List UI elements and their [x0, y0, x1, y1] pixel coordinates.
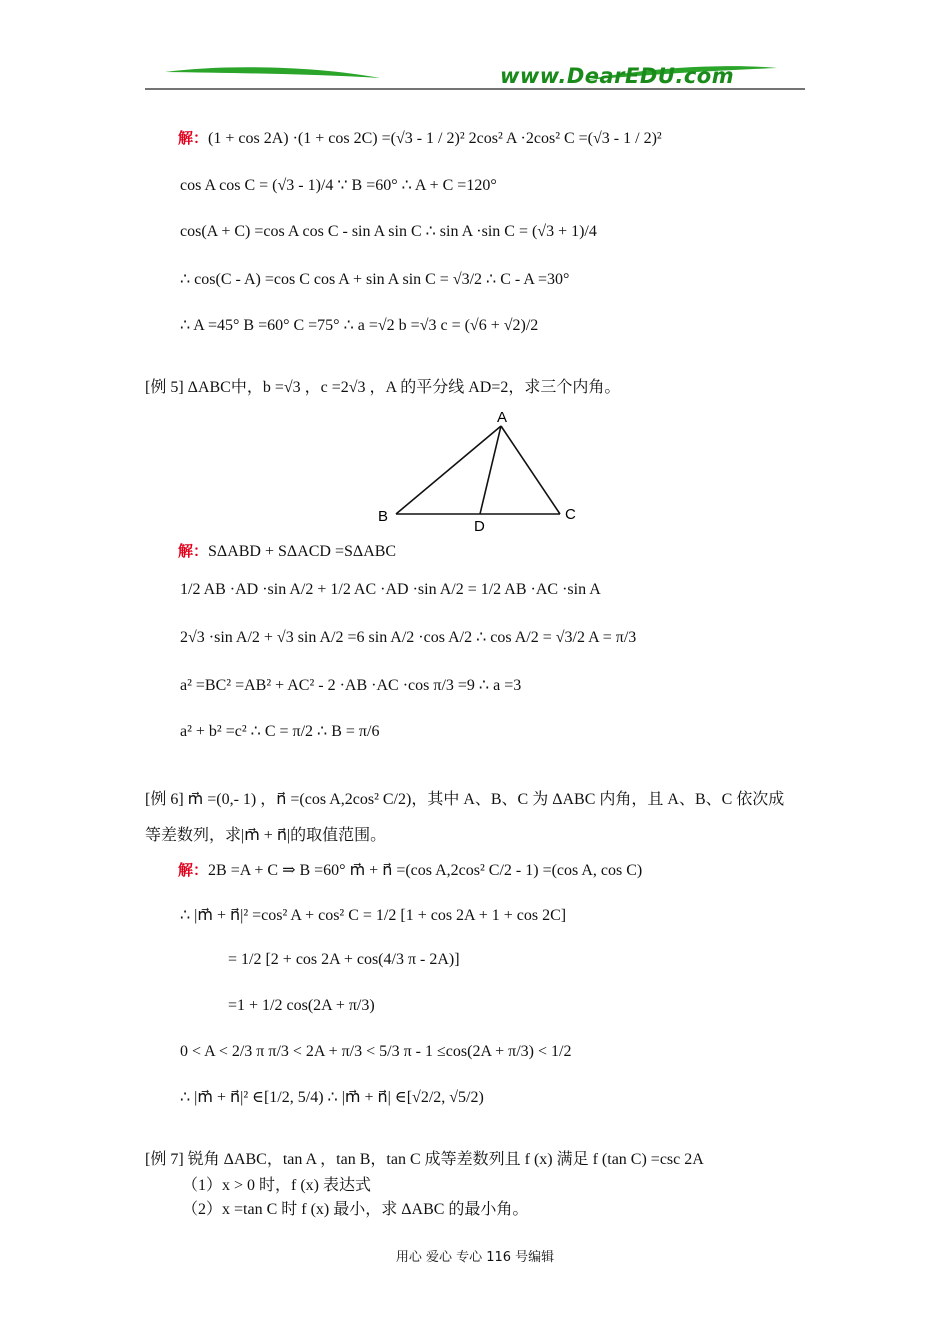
page-footer: 用心 爱心 专心 116 号编辑 [395, 1250, 555, 1265]
sol4-line2: cos A cos C = (√3 - 1)/4 ∵ B =60° ∴ A + C =120° [180, 177, 497, 194]
solution-label: 解： [178, 861, 209, 879]
solution-label: 解： [178, 542, 209, 560]
sol6-line3: = 1/2 [2 + cos 2A + cos(4/3 π - 2A)] [228, 951, 460, 968]
sol6-line6: ∴ |m⃗ + n⃗|² ∈[1/2, 5/4) ∴ |m⃗ + n⃗| ∈[√2/2, √5/2) [180, 1089, 484, 1106]
sol4-line1: 解：(1 + cos 2A) ·(1 + cos 2C) =(√3 - 1 / 2)² 2cos² A ·2cos² C =(√3 - 1 / 2)² [178, 129, 662, 147]
site-logo-text: www.DearEDU.com [500, 64, 735, 88]
solution-label: 解： [178, 129, 209, 147]
vertex-b-label: B [378, 508, 389, 525]
example7-title: [例 7] 锐角 ΔABC，tan A ，tan B，tan C 成等差数列且 f (x) 满足 f (tan C) =csc 2A [145, 1151, 704, 1168]
sol4-line5: ∴ A =45° B =60° C =75° ∴ a =√2 b =√3 c = (√6 + √2)/2 [180, 317, 539, 334]
sol5-line5: a² + b² =c² ∴ C = π/2 ∴ B = π/6 [180, 723, 380, 740]
sol4-line3: cos(A + C) =cos A cos C - sin A sin C ∴ sin A ·sin C = (√3 + 1)/4 [180, 223, 597, 240]
sol5-line3: 2√3 ·sin A/2 + √3 sin A/2 =6 sin A/2 ·cos A/2 ∴ cos A/2 = √3/2 A = π/3 [180, 629, 637, 646]
triangle-abc-diagram [370, 402, 590, 537]
example5-title: [例 5] ΔABC中，b =√3 ，c =2√3 ，A 的平分线 AD=2，求三个内角。 [145, 379, 621, 396]
sol4-line4: ∴ cos(C - A) =cos C cos A + sin A sin C = √3/2 ∴ C - A =30° [180, 271, 570, 288]
sol6-line1: 解：2B =A + C ⇒ B =60° m⃗ + n⃗ =(cos A,2cos² C/2 - 1) =(cos A, cos C) [178, 861, 643, 879]
vertex-c-label: C [565, 506, 576, 523]
point-d-label: D [474, 518, 485, 535]
example7-question1: （1）x > 0 时，f (x) 表达式 [182, 1177, 372, 1194]
sol6-line2: ∴ |m⃗ + n⃗|² =cos² A + cos² C = 1/2 [1 + cos 2A + 1 + cos 2C] [180, 907, 567, 924]
example6-title: [例 6] m⃗ =(0,- 1) ，n⃗ =(cos A,2cos² C/2)，其中 A、B、C 为 ΔABC 内角，且 A、B、C 依次成 [145, 791, 785, 808]
sol6-line4: =1 + 1/2 cos(2A + π/3) [228, 997, 375, 1014]
triangle-figure [370, 402, 590, 542]
sol5-line4: a² =BC² =AB² + AC² - 2 ·AB ·AC ·cos π/3 =9 ∴ a =3 [180, 677, 522, 694]
sol6-line5: 0 < A < 2/3 π π/3 < 2A + π/3 < 5/3 π - 1 ≤cos(2A + π/3) < 1/2 [180, 1043, 572, 1060]
example6-title-cont: 等差数列，求|m⃗ + n⃗|的取值范围。 [145, 827, 387, 844]
example7-question2: （2）x =tan C 时 f (x) 最小，求 ΔABC 的最小角。 [182, 1201, 529, 1218]
sol5-line1: 解：SΔABD + SΔACD =SΔABC [178, 542, 397, 560]
vertex-a-label: A [497, 409, 508, 426]
sol5-line2: 1/2 AB ·AD ·sin A/2 + 1/2 AC ·AD ·sin A/2 = 1/2 AB ·AC ·sin A [180, 581, 601, 598]
page-header [145, 60, 805, 96]
